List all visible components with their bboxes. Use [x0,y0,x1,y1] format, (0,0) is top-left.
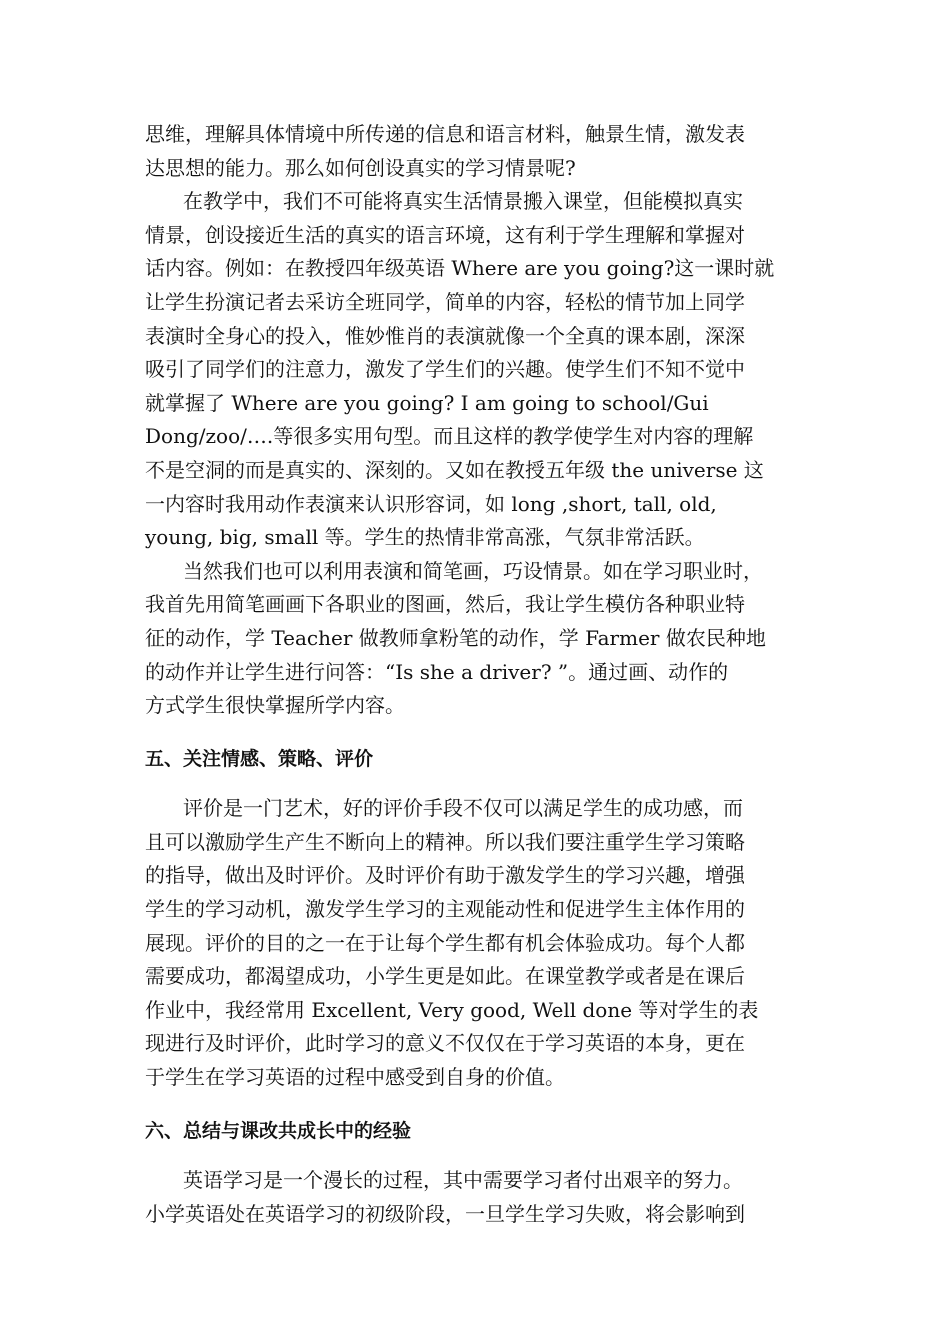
text-line: 且可以激励学生产生不断向上的精神。所以我们要注重学生学习策略 [145,829,745,854]
text-line: 的动作并让学生进行问答：“Is she a driver? ”。通过画、动作的 [145,659,729,684]
text-line: 话内容。例如：在教授四年级英语 Where are you going?这一课时就 [145,256,775,281]
text-line: 我首先用简笔画画下各职业的图画，然后，我让学生模仿各种职业特 [145,592,745,617]
text-line: 在教学中，我们不可能将真实生活情景搬入课堂，但能模拟真实 [183,189,743,214]
text-line: 一内容时我用动作表演来认识形容词，如 long ,short, tall, old, [145,491,717,516]
text-line: 让学生扮演记者去采访全班同学，简单的内容，轻松的情节加上同学 [145,289,745,314]
text-line: 的指导，做出及时评价。及时评价有助于激发学生的学习兴趣，增强 [145,863,745,888]
text-line: 思维，理解具体情境中所传递的信息和语言材料，触景生情，激发表 [145,122,745,146]
text-line: 学生的学习动机，激发学生学习的主观能动性和促进学生主体作用的 [145,897,745,922]
text-line: 小学英语处在英语学习的初级阶段，一旦学生学习失败，将会影响到 [145,1201,745,1226]
text-line: 展现。评价的目的之一在于让每个学生都有机会体验成功。每个人都 [145,930,745,955]
paragraph-2 [145,185,809,555]
section-heading-5: 五、关注情感、策略、评价 [145,747,374,770]
text-line: 评价是一门艺术，好的评价手段不仅可以满足学生的成功感，而 [183,796,743,821]
section-heading-6: 六、总结与课改共成长中的经验 [145,1119,412,1142]
text-line: 当然我们也可以利用表演和简笔画，巧设情景。如在学习职业时， [183,558,763,583]
text-line: 需要成功，都渴望成功，小学生更是如此。在课堂教学或者是在课后 [145,964,745,989]
text-line: 方式学生很快掌握所学内容。 [145,693,405,718]
text-line: 现进行及时评价，此时学习的意义不仅仅在于学习英语的本身，更在 [145,1031,745,1056]
text-line: Dong/zoo/….等很多实用句型。而且这样的教学使学生对内容的理解 [145,424,754,449]
text-line: 表演时全身心的投入，惟妙惟肖的表演就像一个全真的课本剧，深深 [145,323,745,348]
text-line: 吸引了同学们的注意力，激发了学生们的兴趣。使学生们不知不觉中 [145,357,745,382]
text-line: 英语学习是一个漫长的过程，其中需要学习者付出艰辛的努力。 [183,1168,743,1193]
document-page [145,118,809,1231]
text-line: 征的动作，学 Teacher 做教师拿粉笔的动作，学 Farmer 做农民种地 [145,625,766,650]
text-line: 于学生在学习英语的过程中感受到自身的价值。 [145,1065,565,1090]
paragraph-4 [145,792,809,1094]
text-line: 情景，创设接近生活的真实的语言环境，这有利于学生理解和掌握对 [145,222,745,247]
paragraph-5 [145,1164,809,1231]
text-line: 达思想的能力。那么如何创设真实的学习情景呢? [145,155,576,180]
paragraph-1 [145,118,809,185]
text-line: young, big, small 等。学生的热情非常高涨，气氛非常活跃。 [145,525,705,550]
text-line: 就掌握了 Where are you going? I am going to school/Gui [145,390,709,415]
text-line: 作业中，我经常用 Excellent, Very good, Well done 等对学生的表 [145,997,759,1022]
paragraph-3 [145,555,809,723]
text-line: 不是空洞的而是真实的、深刻的。又如在教授五年级 the universe 这 [145,457,764,482]
